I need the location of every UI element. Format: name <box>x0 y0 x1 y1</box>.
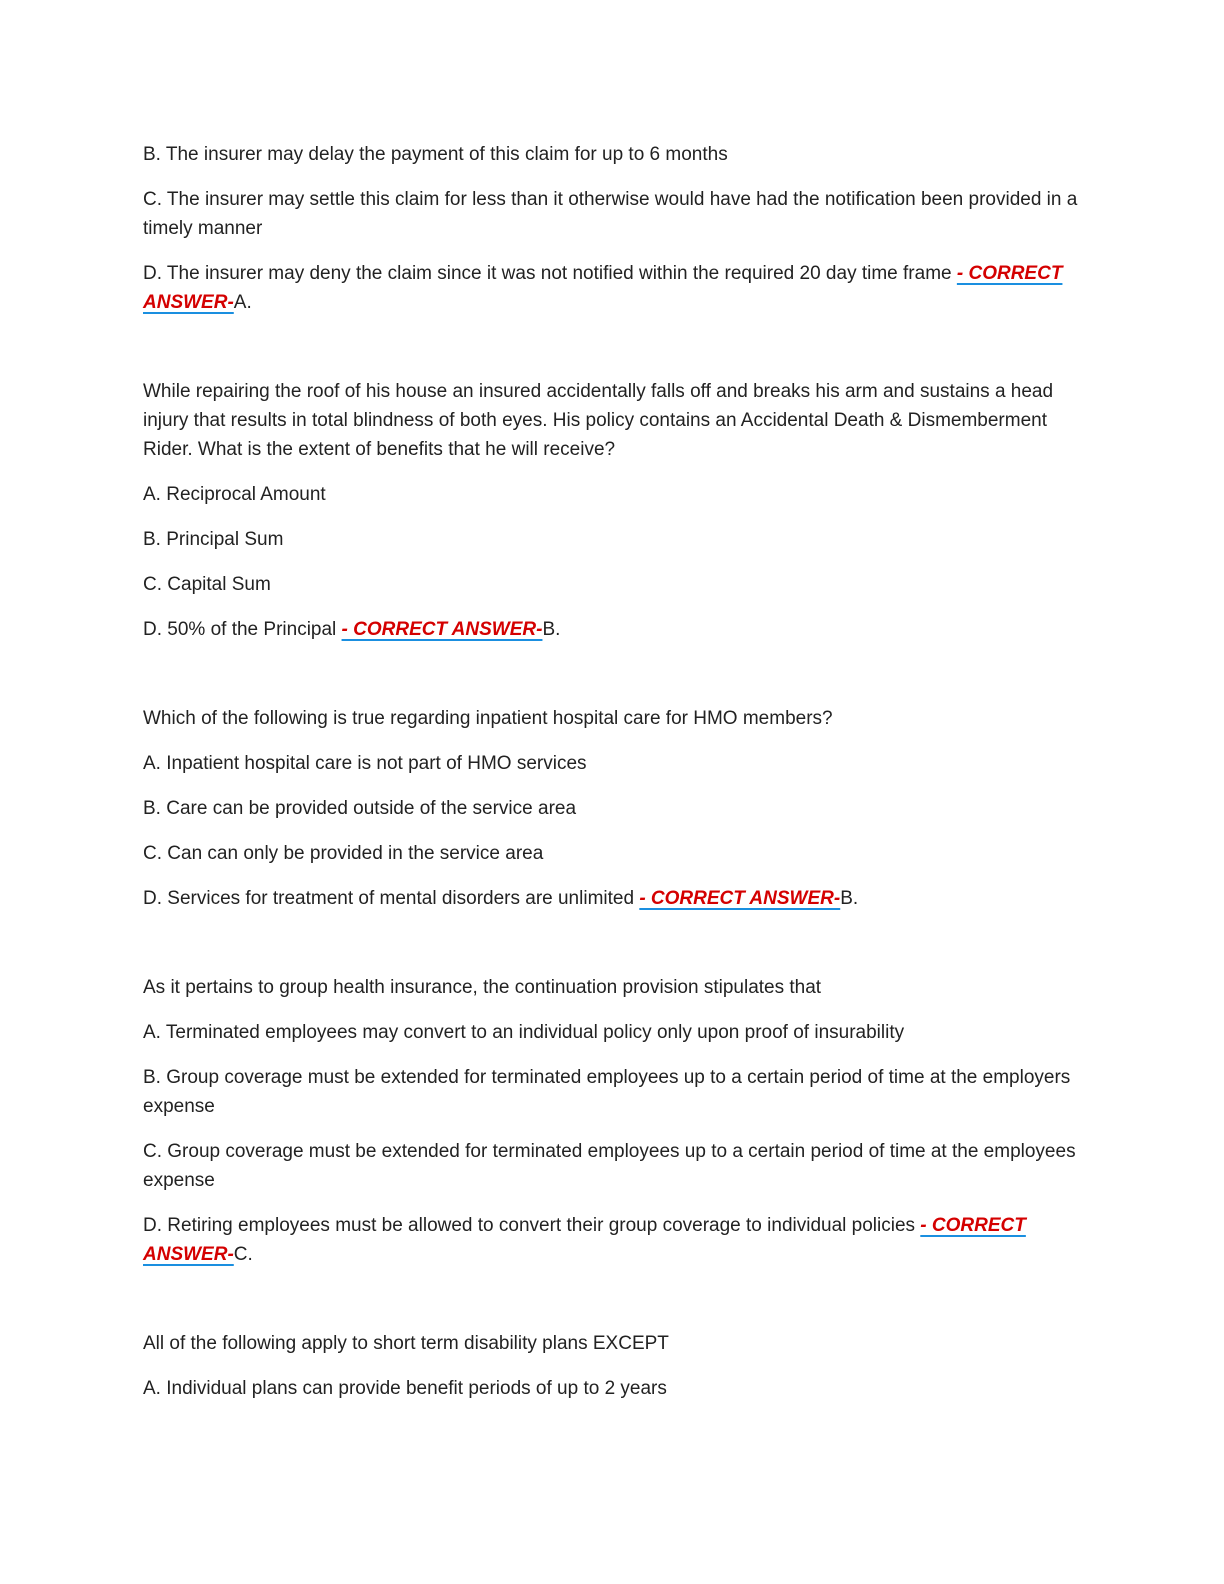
option-d <box>143 1211 1083 1269</box>
option-c: C. Capital Sum <box>143 574 271 595</box>
question-block <box>143 140 1083 317</box>
correct-answer-letter: A. <box>233 292 252 313</box>
correct-answer-letter: C. <box>233 1244 253 1265</box>
question-text: All of the following apply to short term disability plans EXCEPT <box>143 1333 669 1354</box>
option-d-text: D. 50% of the Principal <box>143 619 337 640</box>
correct-answer-marker: - CORRECT ANSWER- <box>143 1215 1026 1265</box>
option-b: B. Care can be provided outside of the service area <box>143 798 577 819</box>
spacer <box>143 1285 1083 1329</box>
spacer <box>143 929 1083 973</box>
spacer <box>143 660 1083 704</box>
option-c: C. The insurer may settle this claim for less than it otherwise would have had the notification been provided in a timely manner <box>143 189 1078 239</box>
option-a: A. Terminated employees may convert to an individual policy only upon proof of insurability <box>143 1022 905 1043</box>
option-a: A. Inpatient hospital care is not part of HMO services <box>143 753 587 774</box>
question-text: While repairing the roof of his house an insured accidentally falls off and breaks his arm and sustains a head injury that results in total blindness of both eyes. His policy contains an Accidental Death & Dismemberment Rider. What is the extent of benefits that he will receive? <box>143 381 1054 460</box>
document-page <box>143 140 1083 1419</box>
option-d-text: D. The insurer may deny the claim since it was not notified within the required 20 day time frame <box>143 263 952 284</box>
option-d <box>143 615 1083 644</box>
question-text: Which of the following is true regarding inpatient hospital care for HMO members? <box>143 708 833 729</box>
question-block <box>143 377 1083 644</box>
question-text: As it pertains to group health insurance, the continuation provision stipulates that <box>143 977 822 998</box>
option-b: B. Group coverage must be extended for terminated employees up to a certain period of time at the employers expense <box>143 1067 1071 1117</box>
option-c: C. Group coverage must be extended for terminated employees up to a certain period of time at the employees expense <box>143 1141 1076 1191</box>
correct-answer-letter: B. <box>840 888 859 909</box>
option-d <box>143 884 1083 913</box>
option-b: B. Principal Sum <box>143 529 284 550</box>
spacer <box>143 333 1083 377</box>
question-block <box>143 973 1083 1269</box>
question-block <box>143 1329 1083 1403</box>
option-b: B. The insurer may delay the payment of this claim for up to 6 months <box>143 144 728 165</box>
option-d <box>143 259 1083 317</box>
correct-answer-marker: - CORRECT ANSWER- <box>341 619 543 640</box>
correct-answer-marker: - CORRECT ANSWER- <box>143 263 1063 313</box>
option-c: C. Can can only be provided in the service area <box>143 843 544 864</box>
option-a: A. Reciprocal Amount <box>143 484 326 505</box>
question-block <box>143 704 1083 913</box>
correct-answer-marker: - CORRECT ANSWER- <box>639 888 841 909</box>
correct-answer-letter: B. <box>542 619 561 640</box>
option-d-text: D. Retiring employees must be allowed to convert their group coverage to individual policies <box>143 1215 916 1236</box>
option-a: A. Individual plans can provide benefit periods of up to 2 years <box>143 1378 667 1399</box>
option-d-text: D. Services for treatment of mental disorders are unlimited <box>143 888 635 909</box>
